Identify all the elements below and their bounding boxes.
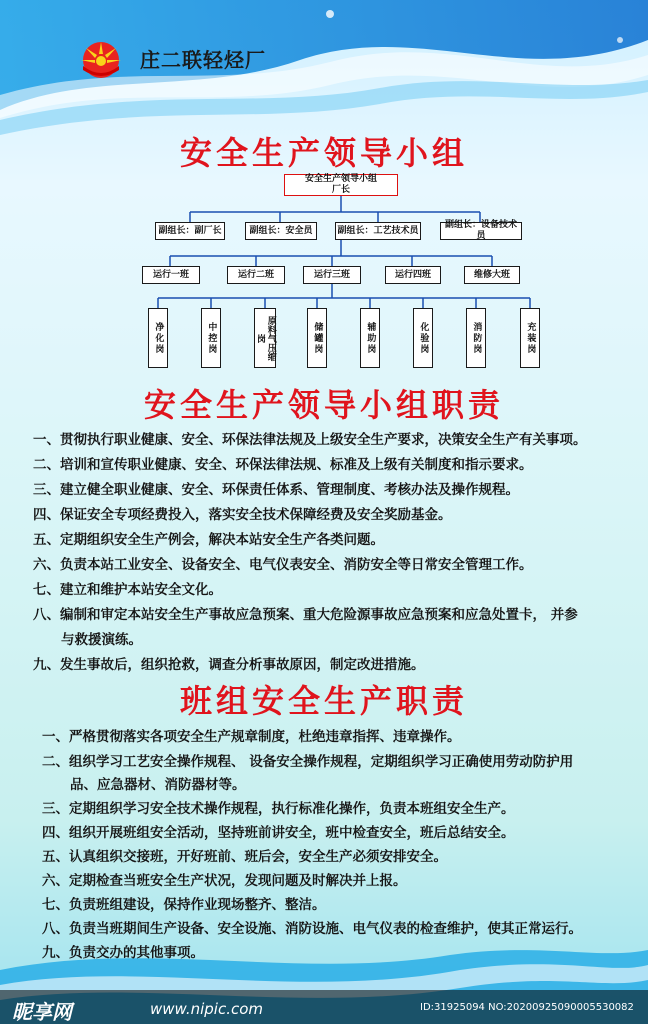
duty-item: 七、建立和维护本站安全文化。 — [33, 582, 222, 598]
post-node: 辅助岗 — [360, 308, 380, 368]
org-top-line2: 厂长 — [331, 185, 350, 195]
duties-title: 安全生产领导小组职责 — [143, 386, 504, 424]
shift-node: 运行三班 — [303, 266, 361, 284]
duty-item: 九、发生事故后，组织抢救，调查分析事故原因，制定改进措施。 — [33, 657, 425, 673]
post-node: 消防岗 — [466, 308, 486, 368]
watermark-logo: 昵享网 — [12, 1000, 72, 1024]
org-top-line1: 安全生产领导小组 — [304, 174, 377, 185]
duty-item: 六、负责本站工业安全、设备安全、电气仪表安全、消防安全等日常安全管理工作。 — [33, 557, 533, 573]
watermark-id: ID:31925094 NO:20200925090005530082 — [420, 1002, 634, 1013]
duty-item: 五、定期组织安全生产例会，解决本站安全生产各类问题。 — [33, 532, 384, 548]
team-duty-item-continuation: 品、应急器材、消防器材等。 — [70, 777, 246, 793]
team-duty-item: 四、组织开展班组安全活动，坚持班前讲安全，班中检查安全，班后总结安全。 — [42, 825, 515, 841]
team-duty-item: 六、定期检查当班安全生产状况，发现问题及时解决并上报。 — [42, 873, 407, 889]
post-node: 储罐岗 — [307, 308, 327, 368]
post-node: 净化岗 — [148, 308, 168, 368]
shift-node: 维修大班 — [464, 266, 520, 284]
duty-item: 二、培训和宣传职业健康、安全、环保法律法规、标准及上级有关制度和指示要求。 — [33, 457, 533, 473]
watermark-url: www.nipic.com — [150, 1000, 264, 1018]
org-top-node — [284, 174, 398, 196]
team-duty-item: 九、负责交办的其他事项。 — [42, 945, 204, 961]
deputy-node: 副组长：设备技术员 — [440, 222, 522, 240]
shift-node: 运行一班 — [142, 266, 200, 284]
post-node: 原料气压缩岗 — [254, 308, 276, 368]
org-chart-title: 安全生产领导小组 — [179, 134, 468, 172]
team-duty-item: 七、负责班组建设，保持作业现场整齐、整洁。 — [42, 897, 326, 913]
deputy-node: 副组长：安全员 — [245, 222, 317, 240]
shift-node: 运行四班 — [385, 266, 441, 284]
duty-item: 四、保证安全专项经费投入，落实安全技术保障经费及安全奖励基金。 — [33, 507, 452, 523]
duty-item: 八、编制和审定本站安全生产事故应急预案、重大危险源事故应急预案和应急处置卡， 并参 — [33, 607, 578, 623]
duty-item: 三、建立健全职业健康、安全、环保责任体系、管理制度、考核办法及操作规程。 — [33, 482, 519, 498]
deputy-node: 副组长：工艺技术员 — [335, 222, 421, 240]
team-duty-item: 一、严格贯彻落实各项安全生产规章制度，杜绝违章指挥、违章操作。 — [42, 729, 461, 745]
duty-item-continuation: 与救援演练。 — [61, 632, 142, 648]
team-duty-item: 八、负责当班期间生产设备、安全设施、消防设施、电气仪表的检查维护，使其正常运行。 — [42, 921, 582, 937]
team-duty-item: 二、组织学习工艺安全操作规程、 设备安全操作规程，定期组织学习正确使用劳动防护用 — [42, 754, 574, 770]
team-duties-title: 班组安全生产职责 — [179, 682, 468, 720]
shift-node: 运行二班 — [227, 266, 285, 284]
company-name: 庄二联轻烃厂 — [140, 48, 266, 72]
petrochina-logo — [76, 36, 126, 80]
team-duty-item: 五、认真组织交接班，开好班前、班后会，安全生产必须安排安全。 — [42, 849, 447, 865]
org-chart — [0, 168, 648, 378]
post-node: 充装岗 — [520, 308, 540, 368]
post-node: 化验岗 — [413, 308, 433, 368]
deputy-node: 副组长：副厂长 — [155, 222, 225, 240]
post-node: 中控岗 — [201, 308, 221, 368]
duty-item: 一、贯彻执行职业健康、安全、环保法律法规及上级安全生产要求，决策安全生产有关事项。 — [33, 432, 587, 448]
team-duty-item: 三、定期组织学习安全技术操作规程，执行标准化操作，负责本班组安全生产。 — [42, 801, 515, 817]
